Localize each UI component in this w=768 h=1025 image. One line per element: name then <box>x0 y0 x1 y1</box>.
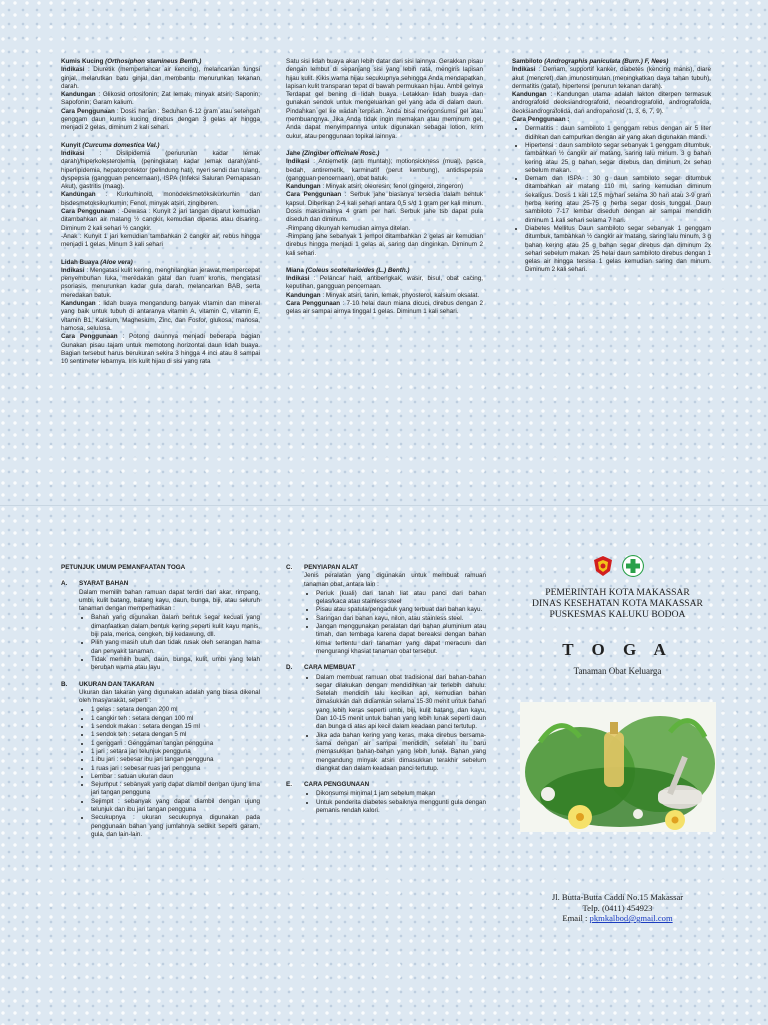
section-intro: Dalam memilih bahan ramuan dapat terdiri dari akar, rimpang, umbi, kulit batang, batang kayu, daun, bunga, biji, atau seluruh tanaman dengan memperhatikan : <box>79 588 260 613</box>
list-item: • Sejimpit : sebanyak yang dapat diambil dengan ujung telunjuk dan ibu jari tangan pengguna <box>91 798 260 815</box>
list-item: • Jangan menggunakan peralatan dari bahan aluminium atau timah, dan tembaga karena dapat bereaksi dengan bahan kimia tertentu dari tanaman yang dapat meracuni dan mengurangi khasiat tanaman obat tersebut. <box>316 623 486 656</box>
contact-block <box>510 892 725 924</box>
section-heading: C. PENYIAPAN ALAT <box>286 564 359 571</box>
list-item: • Pisau atau spatula/pengaduk yang terbuat dari bahan kayu. <box>316 606 486 614</box>
column-middle <box>286 58 483 317</box>
list-item: • 1 sendok teh : setara dengan 5 ml <box>91 731 260 739</box>
list-item: • Sejumput : sebanyak yang dapat diambil dengan ujung lima jari tangan pengguna <box>91 781 260 798</box>
list-item: • Jika ada bahan kering yang keras, maka direbus bersama-sama dengan air sampai mendidih, setelah itu baru memasukkan bahan-bahan yang lebih lunak. Bahan yang mengandung minyak atsiri dimasukkan terakhir sebelum diangkat dan dalam keadaan panci tertutup. <box>316 732 486 773</box>
list-item: • Dalam membuat ramuan obat tradisional dari bahan-bahan segar dilakukan dengan mendidihkan air terlebih dahulu. Setelah mendidih lalu kecilkan api, kemudian bahan dimasukkan dan didiamkan selama 15-30 menit untuk bahan yang lebih keras seperti umbi, biji, kulit batang, dan kayu. Dan 10-15 menit untuk bahan yang lebih lunak seperti daun dan bunga di atas api kecil dalam keadaan panci tertutup. <box>316 674 486 732</box>
plant-contents: Kandungan : Minyak atsiri; oleoresin; fenol (gingerol, zingeron) <box>286 183 464 191</box>
cover-panel <box>510 555 725 924</box>
section-list <box>61 706 260 839</box>
plant-heading: Jahe (Zingiber officinale Rosc.) <box>286 149 380 157</box>
list-item: • 1 genggam : Genggaman tangan pengguna <box>91 740 260 748</box>
plant-heading: Miana (Coleus scotellarioides (L.) Benth.) <box>286 266 410 274</box>
list-item: • Demam dan ISPA : 30 g daun sambiloto segar ditumbuk ditambahkan air matang 110 ml, saring kemudian diminum sekaligus. Dosis 1 kali 12,5 mg/hari selama 30 hari atau 3-9 gram herba kering atau 25-75 g herba segar dosis tunggal. Daun sambiloto 7-17 lembar diseduh dengan air sampai mendidih diminum 1 kali sehari selama 7 hari. <box>525 175 711 225</box>
list-item: • Diabetes Mellitus Daun sambiloto segar sebanyak 1 genggam ditumbuk, tambahkan ½ cangkir air matang, saring lalu minum, 3 g bahan kering atau 25 g bahan segar direbus dan diminum 2x sehari sebelum makan. 25 helai daun sambiloto direbus dengan 1 gelas air hingga tersisa 1 gelas kemudian saring dan minum. Diminum 2 kali sehari. <box>525 225 711 275</box>
email-line: Email : pkmkalbod@gmail.com <box>562 913 673 923</box>
city-emblem-icon <box>592 555 614 577</box>
plant-usage: Cara Penggunaan : -Dewasa : Kunyit 2 jari tangan diparut kemudian ditambahkan air matang ½ cangkir, kemudian diperas atau disaring. Diminum 2 kali sehari ½ cangkir. <box>61 208 261 232</box>
list-item: • Dermatitis : daun sambiloto 1 genggam rebus dengan air 5 liter didihkan dan campurkan dengan air yang akan digunakan mandi. <box>525 125 711 142</box>
plant-indication: Indikasi : Pelancar haid, antibengkak, wasir, bisul, obat cacing, keputihan, gangguan pencernaan. <box>286 275 484 291</box>
section-list <box>286 790 486 815</box>
plant-usage: Cara Penggunaan : Dosis harian : Seduhan 6-12 gram atau setengah genggam daun kumis kucing direbus dengan 3 gelas air hingga menjadi 2 gelas, diminum 2 kali sehari. <box>61 107 260 132</box>
list-item: • Saringan dari bahan kayu, nilon, atau stainless steel. <box>316 615 486 623</box>
section-intro: Jenis peralatan yang digunakan untuk membuat ramuan tanaman obat, antara lain : <box>304 572 486 588</box>
plant-contents: Kandungan : Minyak atsiri, tanin, lemak, phyosterol, kalsium oksalat. <box>286 291 480 299</box>
list-item: • Pilih yang masih utuh dan tidak rusak oleh serangan hama dan penyakit tanaman. <box>91 639 260 656</box>
email-link[interactable]: pkmkalbod@gmail.com <box>589 913 673 923</box>
plant-indication: Indikasi : Mengatasi kulit kering, menghilangkan jerawat,mempercepat penyembuhan luka, meredakan gatal dan ruam kronis, mengatasi psoriasis, menurunkan kadar gula darah, melancarkan BAB, serta meredakan batuk. <box>61 266 261 299</box>
section-intro: Ukuran dan takaran yang digunakan adalah yang biasa dikenal oleh masyarakat, seperti : <box>79 688 260 705</box>
section-heading: A. SYARAT BAHAN <box>61 580 129 588</box>
plant-indication: Indikasi : Demam, supportif kanker, diabetes (kencing manis), diare akut (mencret) dan imunostimulan (meningkatkan daya tahan tubuh), dermatitis (gatal), hipertensi (penurun tekanan darah). <box>512 66 712 90</box>
section-heading: B. UKURAN DAN TAKARAN <box>61 680 155 688</box>
plant-heading: Sambiloto (Andrographis paniculata (Burn.) F, Nees) <box>512 58 669 65</box>
section-list <box>286 590 486 656</box>
plant-indication: Indikasi : Antiemetik (anti muntah); motionsickness (mual), pasca bedah, antiremetik, karminatif (perut kembung), antidispepsia (gangguan pencernaan), obat batuk. <box>286 158 483 182</box>
list-item: • Untuk penderita diabetes sebaiknya menggunti gula dengan pemanis rendah kalori. <box>316 799 486 816</box>
section-heading: D. CARA MEMBUAT <box>286 664 356 672</box>
section-list <box>286 674 486 774</box>
plant-usage-extra: -Rimpang dikunyah kemudian airnya ditelan. <box>286 224 411 232</box>
org-line: PUSKESMAS KALUKU BODOA <box>549 609 686 620</box>
org-line: DINAS KESEHATAN KOTA MAKASSAR <box>532 598 703 609</box>
list-item: • 1 cangkir teh : setara dengan 100 ml <box>91 715 260 723</box>
address: Jl. Butta-Butta Caddi No.15 Makassar <box>551 892 684 902</box>
list-item: • Tidak memilih buah, daun, bunga, kulit, umbi yang telah berubah warna atau layu <box>91 656 260 673</box>
health-cross-icon <box>622 555 644 577</box>
list-item: • Dikonsumsi minimal 1 jam sebelum makan <box>316 790 486 798</box>
section-list <box>61 614 260 672</box>
herbal-plants-illustration <box>520 702 716 832</box>
usage-list <box>512 125 711 274</box>
brochure-inside-page <box>0 0 768 505</box>
plant-contents: Kandungan : Kandungan utama adalah lakton diterpen termasuk andrografolid deoksiandrografolid, neoandrografolid, andrografolida, deoksiandrografolida, dan andropanosid (1, 3, 6, 7, 9). <box>512 91 711 115</box>
plant-usage: Cara Penggunaan : Potong daunnya menjadi beberapa bagian Gunakan pisau tajam untuk memotong horizontal daun lidah buaya. Bagian tersebut harus berukuran sekira 3 hingga 4 inci atau 8 sampai 10 sentimeter lebarnya. Iris kulit hijau di sisi yang rata <box>61 333 261 366</box>
phone: Telp. (0411) 454923 <box>582 902 653 913</box>
list-item: • 1 sendok makan : setara dengan 15 ml <box>91 723 260 731</box>
plant-usage: Cara Penggunaan : Serbuk jahe biasanya tersedia dalam bentuk kapsul. Diberikan 2-4 kali sehari antara 0,5 s/d 1 gram per kali minum. Dosis maksimalnya 4 gram per hari. Serbuk jahe tsb dapat pula diseduh dan diminum. <box>286 191 483 224</box>
list-item: • Bahan yang digunakan dalam bentuk segar kecuali yang dimanfaatkan dalam bentuk kering seperti kulit kayu manis, biji pala, merica, cengkeh, biji kedawung, dll. <box>91 614 260 639</box>
plant-heading: Kunyit (Curcuma domestica Val.) <box>61 141 160 149</box>
list-item: • Secukupnya : ukuran secukupnya digunakan pada penggunaan bahan yang jumlahnya sedikit seperti garam, gula, dan lain-lain. <box>91 814 260 839</box>
plant-usage-continued: Satu sisi lidah buaya akan lebih datar dari sisi lainnya. Gerakkan pisau dengan lembut di sepanjang sisi yang lebih rata, mengiris lapisan hijau kulit. Kikis warna hijau secukupnya sehingga Anda mendapatkan lapisan kulit transparan tepat di bawah permukaan hijau. Ambil gelnya Terdapat gel bening di lidah buaya. Letakkan lidah buaya dan gunakan sendok untuk mengeluarkan gel yang ada di dalam daun. Pindahkan gel ke wadah terpisah. Anda bisa mengonsumsi gel atau membuangnya. Jika Anda tidak ingin memakan atau meminum gel, Anda dapat menyimpannya untuk digunakan sebagai lotion, krim cukur, atau penggunaan topikal lainnya. <box>286 58 483 140</box>
plant-indication: Indikasi : Diuretik (memperlancar air kencing), melancarkan fungsi ginjal, melarutkan batu ginjal dan membantu menurunkan tekanan darah. <box>61 66 260 90</box>
list-item: • Periuk (kuali) dari tanah liat atau panci dari bahan gelas/kaca atau stainless steel <box>316 590 486 607</box>
org-line: PEMERINTAH KOTA MAKASSAR <box>545 587 690 598</box>
plant-contents: Kandungan : lidah buaya mengandung banyak vitamin dan mineral yang baik untuk tubuh di antaranya vitamin A, vitamin C, vitamin E, vitamin B1, Kalsium, Magnesium, Zinc, dan Fosfor, glukosa, manosa, hamosa, selulosa. <box>61 300 260 332</box>
cover-title: T O G A <box>562 640 673 659</box>
list-item: • 1 jari : setara jari telunjuk pengguna <box>91 748 260 756</box>
plant-usage-label: Cara Penggunaan : <box>512 116 570 124</box>
list-item: • 1 gelas : setara dengan 200 ml <box>91 706 260 714</box>
plant-indication: Indikasi : Dislipidemia (penurunan kadar lemak darah)/hiperkolesterolemia (peningkatan kadar lemak darah)/anti-hiperlipidemia, hepatoprotektor (pelindung hati), nyeri sendi dan tulang, dyspepsia (gangguan pencernaan), ISPA (Infeksi Saluran Pernapasan Akut), gastritis (maag). <box>61 149 261 191</box>
logo-row <box>510 555 725 577</box>
guide-title: PETUNJUK UMUM PEMANFAATAN TOGA <box>61 564 186 571</box>
list-item: • 1 ruas jari : sebesar ruas jari pengguna <box>91 765 260 773</box>
plant-heading: Kumis Kucing (Orthosiphon stamineus Benth.) <box>61 58 202 65</box>
list-item: • Lembar : satuan ukuran daun <box>91 773 260 781</box>
column-right <box>512 58 711 275</box>
plant-contents: Kandungan : Glikosid ortosifonin; Zat lemak, minyak atsiri; Saponin; Sapofonin; Garam kalium. <box>61 91 261 107</box>
plant-heading: Lidah Buaya (Aloe vera) <box>61 258 133 266</box>
column-left <box>61 58 260 366</box>
list-item: • Hipertensi : daun sambiloto segar sebanyak 1 genggam ditumbuk, tambahkan ½ cangkir air matang, saring lalu minum. 3 g bahan kering atau 25 g bahan segar direbus dan diminum 2x sehari sebelum makan. <box>525 142 711 175</box>
plant-usage-extra: -Rimpang jahe sebanyak 1 jempol ditambahkan 2 gelas air kemudian direbus hingga menjadi 1 gelas ai, saring dan dinginkan. Diminum 2 kali sehari. <box>286 232 483 257</box>
plant-usage: Cara Penggunaan : 7-10 helai daun miana dicuci, direbus dengan 2 gelas air sampai airnya tinggal 1 gelas. Diminum 1 kali sehari. <box>286 300 483 316</box>
cover-subtitle: Tanaman Obat Keluarga <box>573 666 662 676</box>
guide-column-middle <box>286 564 486 815</box>
plant-usage-child: -Anak : Kunyit 1 jari kemudian tambahkan 2 cangkir air, rebus hingga menjadi 1 gelas. Minum 3 kali sehari <box>61 232 260 249</box>
guide-column-left <box>61 564 260 839</box>
section-heading: E. CARA PENGGUNAAN <box>286 781 370 789</box>
plant-contents: Kandungan : Kurkuminoid, monodeksmetoksikurkumin dan bisdesmetoksikurkumin; Fenol, minyak atsiri, zingiberen. <box>61 191 260 207</box>
list-item: • 1 ibu jari : sebesar ibu jari tangan pengguna <box>91 756 260 764</box>
